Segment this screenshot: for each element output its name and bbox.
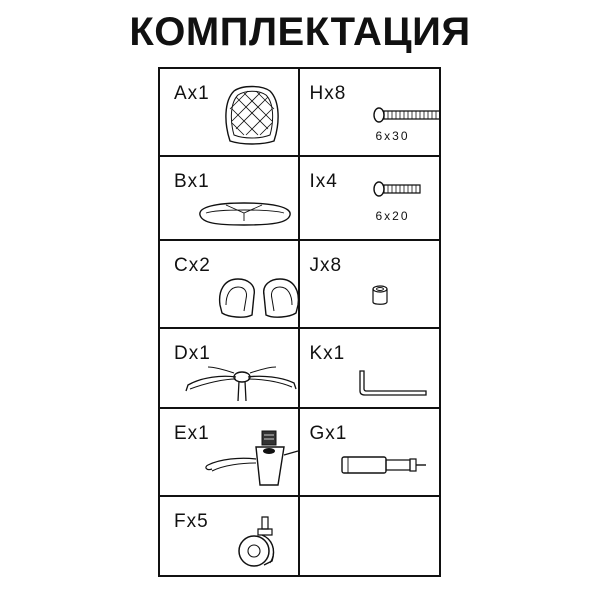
gas-lift-icon	[340, 453, 430, 475]
seat-cushion-icon	[196, 201, 294, 227]
page-title: КОМПЛЕКТАЦИЯ	[129, 10, 471, 54]
part-cell-f	[160, 497, 300, 575]
part-cell-d	[160, 329, 300, 409]
part-cell-i	[300, 157, 440, 241]
part-label-k: Kx1	[309, 343, 346, 364]
caster-wheel-icon	[236, 515, 280, 571]
bolt-icon	[372, 107, 442, 123]
part-label-c: Cx2	[174, 255, 211, 276]
star-base-icon	[182, 365, 300, 405]
backrest-icon	[222, 83, 282, 147]
part-label-a: Ax1	[174, 83, 210, 104]
part-cell-e	[160, 409, 300, 497]
short-bolt-icon	[372, 181, 422, 197]
part-label-d: Dx1	[174, 343, 211, 364]
part-label-f: Fx5	[174, 511, 209, 532]
part-label-b: Bx1	[174, 171, 210, 192]
part-cell-h	[300, 69, 440, 157]
part-label-g: Gx1	[309, 423, 348, 444]
hex-key-icon	[358, 369, 428, 397]
part-cell-j	[300, 241, 440, 329]
part-label-e: Ex1	[174, 423, 210, 444]
armrests-icon	[216, 275, 302, 321]
tilt-mechanism-icon	[200, 429, 300, 489]
part-label-i: Ix4	[309, 171, 338, 192]
part-cell-a	[160, 69, 300, 157]
part-cell-b	[160, 157, 300, 241]
part-size-h: 6x30	[375, 129, 410, 143]
part-cell-c	[160, 241, 300, 329]
part-label-h: Hx8	[309, 83, 347, 104]
part-size-i: 6x20	[375, 209, 410, 223]
parts-table	[158, 67, 441, 577]
part-cell-k	[300, 329, 440, 409]
washer-icon	[370, 285, 390, 307]
empty-cell	[300, 497, 440, 575]
part-label-j: Jx8	[309, 255, 343, 276]
part-cell-g	[300, 409, 440, 497]
